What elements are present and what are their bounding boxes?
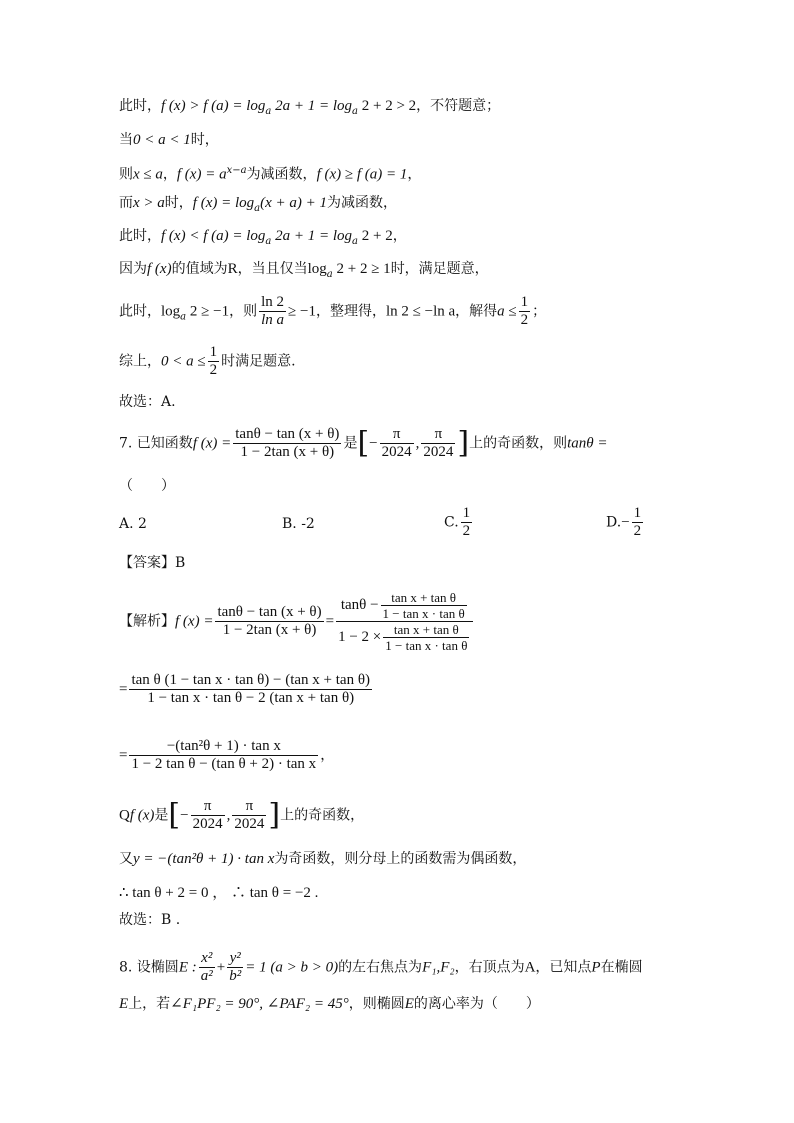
fraction bbox=[632, 505, 644, 540]
math: 1 − 2 × bbox=[338, 628, 382, 645]
math: f (x) = bbox=[175, 613, 214, 630]
bracket: ] bbox=[268, 797, 281, 833]
math: y = −(tan²θ + 1) · tan x bbox=[133, 851, 275, 867]
math: + bbox=[216, 959, 226, 976]
text: D. bbox=[606, 514, 622, 531]
bracket: [ bbox=[357, 425, 370, 461]
math: log bbox=[161, 303, 181, 320]
fraction bbox=[227, 950, 243, 985]
denominator: 2024 bbox=[234, 816, 265, 832]
math: E bbox=[119, 996, 129, 1012]
text: ，则 bbox=[229, 303, 258, 320]
math: f (x) bbox=[147, 261, 172, 277]
math: E bbox=[404, 996, 414, 1012]
solution-line-4 bbox=[119, 193, 397, 219]
denominator: 1 − 2 tan θ − (tan θ + 2) · tan x bbox=[131, 756, 317, 772]
numerator: 1 bbox=[633, 505, 642, 521]
text: 上的奇函数，则 bbox=[469, 435, 568, 452]
fraction bbox=[208, 344, 220, 379]
explanation-line-5 bbox=[119, 849, 526, 869]
text: 此时， bbox=[119, 228, 161, 244]
math: − bbox=[621, 514, 630, 531]
solution-line-1 bbox=[119, 96, 500, 122]
fraction bbox=[233, 426, 341, 461]
math: f (x) < f (a) = log bbox=[161, 228, 266, 244]
math: tanθ − bbox=[340, 596, 379, 613]
denominator: 2 bbox=[209, 362, 218, 378]
math: E : bbox=[178, 959, 197, 976]
option-c bbox=[444, 505, 474, 540]
math: 2 + 2 ≥ 1 bbox=[332, 261, 391, 277]
numerator: π bbox=[421, 426, 455, 444]
denominator: ln a bbox=[261, 312, 285, 328]
text: 上的奇函数， bbox=[280, 807, 365, 824]
text: ， bbox=[392, 228, 407, 244]
numerator: −(tan²θ + 1) · tan x bbox=[129, 738, 318, 756]
math-sub: a bbox=[352, 105, 358, 117]
math: 0 < a < 1 bbox=[133, 132, 191, 148]
text: 8. 设椭圆 bbox=[119, 959, 179, 976]
question-7-paren: （ ） bbox=[119, 478, 175, 494]
numerator: tan θ (1 − tan x · tan θ) − (tan x + tan θ) bbox=[131, 672, 371, 688]
text: ，整理得， bbox=[315, 303, 386, 320]
text: 是 bbox=[154, 807, 169, 824]
text: 时，满足题意， bbox=[390, 261, 489, 277]
math: x ≤ a bbox=[133, 166, 163, 183]
denominator: 1 − 2tan (x + θ) bbox=[222, 622, 317, 638]
option-a: A. 2 bbox=[119, 516, 147, 532]
numerator: y² bbox=[227, 950, 243, 968]
math-sub: a bbox=[180, 311, 187, 323]
math-sub: a bbox=[265, 235, 272, 247]
text: ，右顶点为 bbox=[454, 959, 525, 976]
text: 在椭圆 bbox=[600, 959, 643, 976]
option-d bbox=[606, 505, 645, 540]
fraction bbox=[129, 672, 372, 707]
numerator: x² bbox=[199, 950, 215, 968]
question-7 bbox=[119, 426, 608, 461]
math: ≥ −1 bbox=[288, 303, 316, 320]
denominator: 2 bbox=[462, 523, 471, 539]
compound-fraction bbox=[336, 590, 473, 653]
math: f (x) = bbox=[192, 435, 232, 452]
text: 为奇函数，则分母上的函数需为偶函数， bbox=[274, 851, 527, 867]
text: 的左右焦点为 bbox=[338, 959, 423, 976]
denominator: b² bbox=[229, 968, 242, 984]
numerator: tan x + tan θ bbox=[381, 590, 467, 606]
math: F₁,F₂ bbox=[422, 959, 455, 976]
fraction bbox=[381, 590, 467, 621]
math: f (x) ≥ f (a) = 1 bbox=[316, 166, 408, 183]
explanation-line-1 bbox=[119, 590, 475, 653]
math: = bbox=[119, 681, 128, 698]
math: = bbox=[325, 613, 335, 630]
text: ，解得 bbox=[455, 303, 498, 320]
solution-line-6 bbox=[119, 259, 489, 285]
denominator: 2 bbox=[633, 523, 642, 539]
math-sub: a bbox=[254, 202, 261, 214]
text: 时满足题意. bbox=[221, 353, 296, 370]
math: 0 < a ≤ bbox=[161, 353, 206, 370]
bracket: ] bbox=[457, 425, 470, 461]
text: 此时， bbox=[119, 98, 161, 114]
math: Q bbox=[119, 807, 130, 824]
text: ， bbox=[320, 747, 335, 764]
explanation-line-6: ∴ tan θ + 2 = 0 ， ∴ tan θ = −2 . bbox=[119, 885, 319, 901]
numerator: π bbox=[232, 798, 266, 816]
text: 此时， bbox=[119, 303, 161, 320]
bracket: [ bbox=[168, 797, 181, 833]
text: 上，若 bbox=[128, 996, 171, 1012]
numerator bbox=[336, 590, 473, 622]
solution-line-3 bbox=[119, 161, 421, 185]
solution-line-2 bbox=[119, 130, 219, 150]
fraction bbox=[519, 294, 531, 329]
math: 2 + 2 > 2 bbox=[358, 98, 417, 114]
text: ； bbox=[532, 303, 547, 320]
math: 2 ≥ −1 bbox=[186, 303, 230, 320]
numerator: 1 bbox=[520, 294, 529, 310]
math: , bbox=[226, 807, 231, 824]
denominator: 1 − 2tan (x + θ) bbox=[240, 444, 335, 460]
text: 当 bbox=[119, 132, 133, 148]
math: − bbox=[180, 807, 189, 824]
fraction bbox=[199, 950, 215, 985]
text: 7. 已知函数 bbox=[119, 435, 193, 452]
math: x > a bbox=[133, 195, 165, 211]
fraction bbox=[383, 622, 469, 653]
numerator: tan x + tan θ bbox=[383, 622, 469, 638]
text: ，已知点 bbox=[535, 959, 592, 976]
fraction bbox=[380, 426, 414, 461]
math: , bbox=[415, 435, 420, 452]
fraction bbox=[191, 798, 225, 833]
explanation-line-7: 故选：B . bbox=[119, 912, 181, 928]
text: 为减函数， bbox=[246, 166, 317, 183]
text: ， bbox=[162, 166, 177, 183]
math: R bbox=[227, 261, 238, 277]
math: = bbox=[119, 747, 128, 764]
numerator: tanθ − tan (x + θ) bbox=[235, 426, 340, 442]
solution-line-5 bbox=[119, 226, 407, 252]
fraction bbox=[259, 294, 286, 329]
denominator: 1 − tan x · tan θ bbox=[385, 638, 468, 653]
math: − bbox=[369, 435, 378, 452]
numerator: π bbox=[191, 798, 225, 816]
text: ，则椭圆 bbox=[348, 996, 405, 1012]
text: 为减函数， bbox=[327, 195, 398, 211]
answer: 【答案】B bbox=[119, 555, 186, 571]
fraction bbox=[129, 738, 318, 773]
question-8 bbox=[119, 950, 643, 985]
math-sub: a bbox=[326, 268, 333, 280]
denominator bbox=[336, 622, 473, 653]
fraction bbox=[461, 505, 473, 540]
math: 2a + 1 = log bbox=[271, 228, 353, 244]
text: ， bbox=[407, 166, 422, 183]
fraction bbox=[421, 426, 455, 461]
math-sub: a bbox=[352, 235, 358, 247]
math: = 1 (a > b > 0) bbox=[245, 959, 339, 976]
question-8-line-2 bbox=[119, 994, 540, 1014]
denominator: 2024 bbox=[381, 444, 412, 460]
text: 综上， bbox=[119, 353, 161, 370]
solution-line-7 bbox=[119, 294, 546, 329]
text: 的值域为 bbox=[171, 261, 228, 277]
math: ln 2 ≤ −ln a bbox=[385, 303, 456, 320]
fraction bbox=[215, 604, 323, 639]
text: ，不符题意； bbox=[416, 98, 501, 114]
math: (x + a) + 1 bbox=[260, 195, 328, 211]
denominator: 2 bbox=[520, 312, 529, 328]
text: 则 bbox=[119, 166, 133, 183]
math: 2 + 2 bbox=[358, 228, 393, 244]
solution-line-9: 故选：A. bbox=[119, 394, 176, 410]
math-sub: a bbox=[265, 105, 272, 117]
explanation-line-4 bbox=[119, 798, 364, 833]
math-sup: x−a bbox=[226, 165, 247, 176]
math: P bbox=[591, 959, 601, 976]
math: A bbox=[524, 959, 536, 976]
numerator: 1 bbox=[462, 505, 471, 521]
text: 又 bbox=[119, 851, 133, 867]
math: 2a + 1 = log bbox=[271, 98, 353, 114]
math: f (x) bbox=[129, 807, 155, 824]
solution-line-8 bbox=[119, 344, 296, 379]
text: 时， bbox=[164, 195, 193, 211]
text: 是 bbox=[343, 435, 358, 452]
option-b: B. -2 bbox=[282, 516, 315, 532]
denominator: a² bbox=[200, 968, 213, 984]
math: a ≤ bbox=[497, 303, 517, 320]
denominator: 2024 bbox=[192, 816, 223, 832]
numerator: ln 2 bbox=[261, 294, 285, 310]
math: f (x) = a bbox=[176, 166, 227, 183]
fraction bbox=[232, 798, 266, 833]
text: 【解析】 bbox=[119, 613, 175, 630]
numerator: tanθ − tan (x + θ) bbox=[217, 604, 322, 620]
math: f (x) = log bbox=[192, 195, 255, 211]
numerator: 1 bbox=[209, 344, 218, 360]
text: 因为 bbox=[119, 261, 147, 277]
denominator: 1 − tan x · tan θ − 2 (tan x + tan θ) bbox=[147, 690, 355, 706]
denominator: 2024 bbox=[423, 444, 454, 460]
explanation-line-3 bbox=[119, 738, 334, 773]
text: 的离心率为（ ） bbox=[413, 996, 540, 1012]
math: f (x) > f (a) = log bbox=[161, 98, 266, 114]
text: C. bbox=[444, 514, 459, 531]
text: 而 bbox=[119, 195, 133, 211]
explanation-line-2 bbox=[119, 672, 374, 707]
math: tanθ = bbox=[567, 435, 608, 452]
denominator: 1 − tan x · tan θ bbox=[382, 606, 465, 621]
math: log bbox=[307, 261, 327, 277]
math: ∠F₁PF₂ = 90°, ∠PAF₂ = 45° bbox=[170, 996, 349, 1012]
text: 时， bbox=[190, 132, 219, 148]
numerator: π bbox=[380, 426, 414, 444]
text: ，当且仅当 bbox=[237, 261, 308, 277]
